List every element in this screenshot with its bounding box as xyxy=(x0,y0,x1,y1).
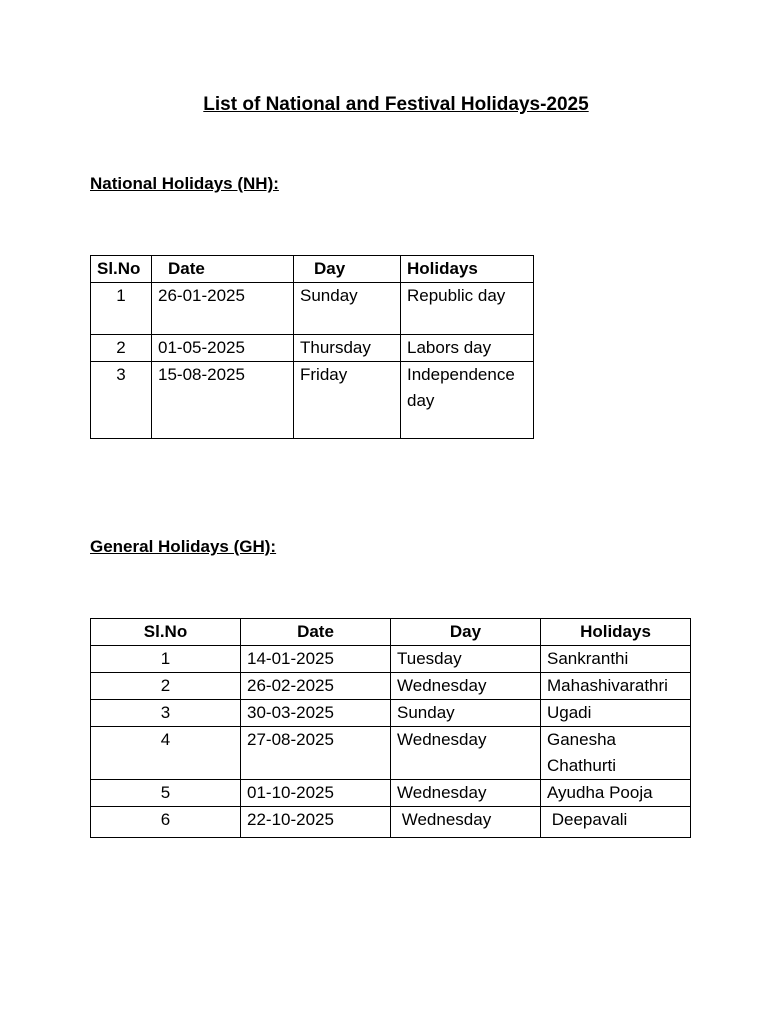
table-row xyxy=(91,780,691,807)
holiday-cell: Ayudha Pooja xyxy=(541,780,691,807)
slno-cell: 1 xyxy=(91,646,241,673)
table-header-row xyxy=(91,619,691,646)
holiday-cell: Deepavali xyxy=(541,807,691,838)
column-header-slno: Sl.No xyxy=(91,256,152,283)
column-header-slno: Sl.No xyxy=(91,619,241,646)
table-row xyxy=(91,727,691,780)
day-cell: Tuesday xyxy=(391,646,541,673)
table-row xyxy=(91,362,534,439)
national-holidays-table xyxy=(90,255,534,439)
table-row xyxy=(91,646,691,673)
day-cell: Wednesday xyxy=(391,673,541,700)
date-cell: 14-01-2025 xyxy=(241,646,391,673)
day-cell: Wednesday xyxy=(391,780,541,807)
column-header-holidays: Holidays xyxy=(541,619,691,646)
slno-cell: 3 xyxy=(91,362,152,439)
column-header-date: Date xyxy=(152,256,294,283)
table-header-row xyxy=(91,256,534,283)
holiday-cell: Labors day xyxy=(401,335,534,362)
table-row xyxy=(91,700,691,727)
holiday-cell: Mahashivarathri xyxy=(541,673,691,700)
page-title: List of National and Festival Holidays-2025 xyxy=(203,94,589,115)
table-row xyxy=(91,335,534,362)
date-cell: 27-08-2025 xyxy=(241,727,391,780)
table-row xyxy=(91,283,534,335)
date-cell: 01-05-2025 xyxy=(152,335,294,362)
date-cell: 30-03-2025 xyxy=(241,700,391,727)
slno-cell: 5 xyxy=(91,780,241,807)
slno-cell: 2 xyxy=(91,335,152,362)
day-cell: Sunday xyxy=(294,283,401,335)
day-cell: Wednesday xyxy=(391,807,541,838)
day-cell: Wednesday xyxy=(391,727,541,780)
day-cell: Sunday xyxy=(391,700,541,727)
holiday-cell: Ugadi xyxy=(541,700,691,727)
slno-cell: 3 xyxy=(91,700,241,727)
column-header-day: Day xyxy=(294,256,401,283)
day-cell: Friday xyxy=(294,362,401,439)
date-cell: 22-10-2025 xyxy=(241,807,391,838)
slno-cell: 6 xyxy=(91,807,241,838)
column-header-holidays: Holidays xyxy=(401,256,534,283)
holiday-cell: Sankranthi xyxy=(541,646,691,673)
slno-cell: 2 xyxy=(91,673,241,700)
table-row xyxy=(91,673,691,700)
holiday-cell: Ganesha Chathurti xyxy=(541,727,691,780)
date-cell: 15-08-2025 xyxy=(152,362,294,439)
table-row xyxy=(91,807,691,838)
date-cell: 26-01-2025 xyxy=(152,283,294,335)
national-holidays-heading: National Holidays (NH): xyxy=(90,174,279,193)
column-header-day: Day xyxy=(391,619,541,646)
date-cell: 26-02-2025 xyxy=(241,673,391,700)
column-header-date: Date xyxy=(241,619,391,646)
holiday-cell: Republic day xyxy=(401,283,534,335)
date-cell: 01-10-2025 xyxy=(241,780,391,807)
slno-cell: 4 xyxy=(91,727,241,780)
day-cell: Thursday xyxy=(294,335,401,362)
holiday-cell: Independence day xyxy=(401,362,534,439)
general-holidays-heading: General Holidays (GH): xyxy=(90,537,277,556)
general-holidays-table xyxy=(90,618,691,838)
slno-cell: 1 xyxy=(91,283,152,335)
